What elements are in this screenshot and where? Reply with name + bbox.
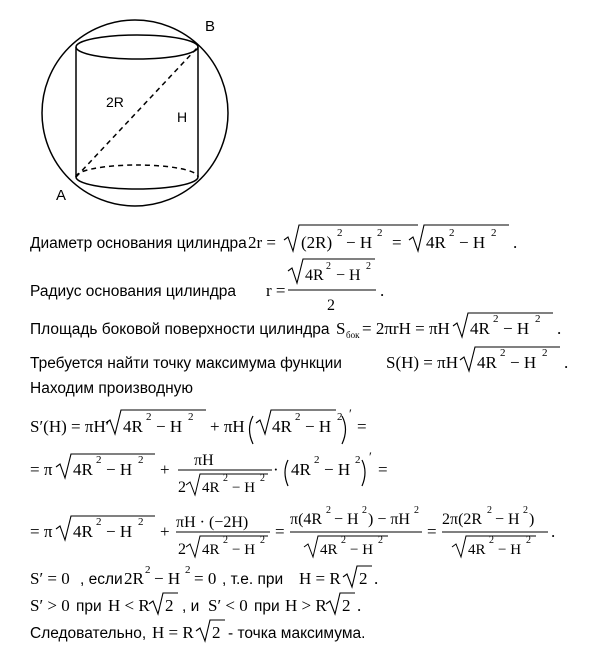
svg-text:2: 2 [523, 505, 528, 516]
svg-text:.: . [557, 319, 562, 338]
cylinder-bottom-front-arc [76, 177, 198, 189]
ie-text: , т.е. при [222, 571, 284, 588]
svg-text:2: 2 [355, 454, 361, 466]
sqrt-sign [343, 566, 372, 587]
svg-text:4R: 4R [468, 542, 486, 558]
svg-text:′: ′ [369, 449, 372, 464]
radius-text: Радиус основания цилиндра [30, 283, 237, 300]
svg-text:.: . [513, 233, 518, 252]
svg-text:4R: 4R [73, 460, 93, 479]
svg-text:+: + [160, 460, 170, 479]
svg-text:·: · [273, 460, 279, 479]
svg-text:2R: 2R [124, 569, 144, 588]
cylinder-top-ellipse [76, 35, 198, 59]
line-derivative-1 [30, 406, 367, 444]
svg-text:.: . [564, 353, 569, 372]
svg-text:− H: − H [106, 522, 133, 541]
svg-text:) − πH: ) − πH [368, 511, 410, 528]
svg-text:4R: 4R [305, 267, 324, 284]
svg-text:4R: 4R [426, 233, 446, 252]
svg-text:S′(H) = πH′: S′(H) = πH′ [30, 417, 110, 436]
svg-text:4R: 4R [272, 417, 292, 436]
diameter-formula-lhs: 2r = [248, 233, 276, 252]
label-2r: 2R [106, 94, 124, 110]
sqrt-sign [326, 593, 355, 614]
svg-text:− H: − H [336, 267, 361, 284]
line-function [30, 347, 568, 372]
svg-text:2: 2 [359, 569, 368, 588]
point-b-label: B [205, 18, 216, 35]
svg-text:2: 2 [493, 313, 499, 325]
when-text-1: при [76, 598, 102, 615]
svg-text:S(H) = πH: S(H) = πH [386, 353, 459, 372]
cylinder-in-sphere-figure [42, 20, 228, 206]
sphere-circle [42, 20, 228, 206]
svg-text:2: 2 [377, 227, 383, 239]
svg-text:бок: бок [346, 330, 360, 340]
when-text-2: при [254, 598, 280, 615]
svg-text:′: ′ [349, 406, 352, 421]
line-radius [30, 259, 384, 314]
svg-text:= π: = π [30, 460, 53, 479]
diameter-text: Диаметр основания цилиндра [30, 235, 247, 252]
svg-text:2: 2 [212, 623, 221, 642]
sqrt-sign [149, 593, 178, 614]
svg-text:2: 2 [146, 411, 152, 423]
svg-text:4R: 4R [291, 460, 311, 479]
svg-text:+ πH: + πH [210, 417, 245, 436]
svg-text:H > R: H > R [285, 596, 327, 615]
svg-text:− H: − H [106, 460, 133, 479]
svg-text:− H: − H [498, 542, 522, 558]
svg-text:2: 2 [378, 535, 383, 546]
svg-text:S′ < 0: S′ < 0 [208, 596, 248, 615]
max-point-text: - точка максимума. [228, 625, 366, 642]
svg-text:= 0: = 0 [194, 569, 217, 588]
svg-text:=: = [392, 233, 402, 252]
svg-text:2: 2 [449, 227, 455, 239]
svg-text:2: 2 [535, 313, 541, 325]
svg-text:2: 2 [145, 564, 151, 576]
svg-text:− H: − H [156, 417, 183, 436]
svg-text:4R: 4R [477, 353, 497, 372]
derivative-heading: Находим производную [30, 380, 194, 397]
svg-text:− H: − H [459, 233, 486, 252]
svg-text:2: 2 [178, 479, 186, 496]
svg-text:+: + [160, 522, 170, 541]
svg-text:.: . [357, 596, 362, 615]
cylinder-bottom-back-arc [76, 165, 198, 177]
svg-text:2: 2 [138, 454, 144, 466]
svg-text:− H: − H [305, 417, 332, 436]
svg-text:=: = [427, 522, 437, 541]
therefore-text: Следовательно, [30, 625, 147, 642]
svg-text:− H: − H [154, 569, 181, 588]
svg-text:): ) [529, 511, 535, 528]
line-derivative-2 [30, 449, 388, 496]
svg-text:H = R: H = R [152, 623, 194, 642]
sqrt-sign [288, 259, 375, 283]
svg-text:2: 2 [260, 535, 265, 546]
svg-text:4R: 4R [320, 542, 338, 558]
svg-text:.: . [374, 569, 379, 588]
svg-text:S′ = 0: S′ = 0 [30, 569, 70, 588]
svg-text:2: 2 [165, 596, 174, 615]
svg-text:2: 2 [295, 411, 301, 423]
svg-text:− H: − H [232, 480, 256, 496]
line-derivative-3 [30, 505, 555, 558]
svg-text:4R: 4R [123, 417, 143, 436]
svg-text:2π(2R: 2π(2R [442, 511, 483, 528]
svg-text:S: S [336, 319, 346, 338]
svg-text:2: 2 [326, 505, 331, 516]
svg-text:2: 2 [500, 347, 506, 359]
svg-text:=: = [378, 460, 388, 479]
svg-text:4R: 4R [470, 319, 490, 338]
point-a-label: A [56, 187, 67, 204]
if-text: , если [80, 571, 123, 588]
svg-text:2: 2 [223, 535, 228, 546]
svg-text:− H: − H [324, 460, 351, 479]
svg-text:.: . [380, 281, 385, 300]
svg-text:= π: = π [30, 522, 53, 541]
svg-text:2: 2 [489, 535, 494, 546]
svg-text:4R: 4R [73, 522, 93, 541]
svg-text:2: 2 [362, 505, 367, 516]
svg-text:2: 2 [366, 261, 371, 272]
sqrt-sign [196, 620, 225, 641]
sqrt-sign [304, 536, 388, 557]
svg-text:πH · (−2H): πH · (−2H) [176, 514, 249, 531]
svg-text:2: 2 [223, 473, 228, 484]
line-critical-point [30, 564, 378, 588]
svg-text:2: 2 [526, 535, 531, 546]
svg-text:2: 2 [326, 261, 331, 272]
svg-text:H < R: H < R [108, 596, 150, 615]
svg-text:− H: − H [334, 511, 359, 528]
svg-text:2: 2 [188, 411, 194, 423]
svg-text:2: 2 [341, 535, 346, 546]
svg-text:2: 2 [487, 505, 492, 516]
svg-text:− H: − H [495, 511, 520, 528]
svg-text:2: 2 [138, 516, 144, 528]
svg-text:4R: 4R [202, 542, 220, 558]
line-diameter [30, 225, 517, 252]
svg-text:2: 2 [96, 454, 102, 466]
sqrt-sign [452, 536, 536, 557]
svg-text:− H: − H [503, 319, 530, 338]
svg-text:4R: 4R [202, 480, 220, 496]
svg-text:2: 2 [96, 516, 102, 528]
svg-text:πH: πH [194, 452, 214, 469]
svg-text:r =: r = [266, 281, 286, 300]
line-lateral-area [30, 313, 561, 340]
svg-text:S′ > 0: S′ > 0 [30, 596, 70, 615]
svg-text:− H: − H [232, 542, 256, 558]
formula-2R-paren: (2R) [301, 233, 333, 252]
label-h: H [177, 109, 188, 125]
svg-text:π(4R: π(4R [290, 511, 323, 528]
svg-text:− H: − H [346, 233, 373, 252]
svg-text:=: = [357, 417, 367, 436]
svg-text:2: 2 [491, 227, 497, 239]
svg-text:2: 2 [314, 454, 320, 466]
lateral-area-text: Площадь боковой поверхности цилиндра [30, 321, 330, 338]
svg-text:=: = [275, 522, 285, 541]
svg-text:− H: − H [350, 542, 374, 558]
line-conclusion [30, 620, 365, 642]
svg-text:− H: − H [510, 353, 537, 372]
svg-text:.: . [551, 522, 556, 541]
svg-text:2: 2 [342, 596, 351, 615]
svg-text:2: 2 [178, 541, 186, 558]
svg-text:2: 2 [260, 473, 265, 484]
svg-text:2: 2 [414, 505, 419, 516]
svg-text:2: 2 [337, 227, 343, 239]
svg-text:2: 2 [542, 347, 548, 359]
line-sign-analysis [30, 593, 361, 615]
svg-text:2: 2 [185, 564, 191, 576]
svg-text:2: 2 [337, 411, 343, 423]
and-text: , и [182, 598, 200, 615]
function-text: Требуется найти точку максимума функции [30, 355, 342, 372]
svg-text:H = R: H = R [299, 569, 341, 588]
svg-text:= 2πrH = πH: = 2πrH = πH [362, 319, 450, 338]
svg-text:2: 2 [327, 297, 335, 314]
